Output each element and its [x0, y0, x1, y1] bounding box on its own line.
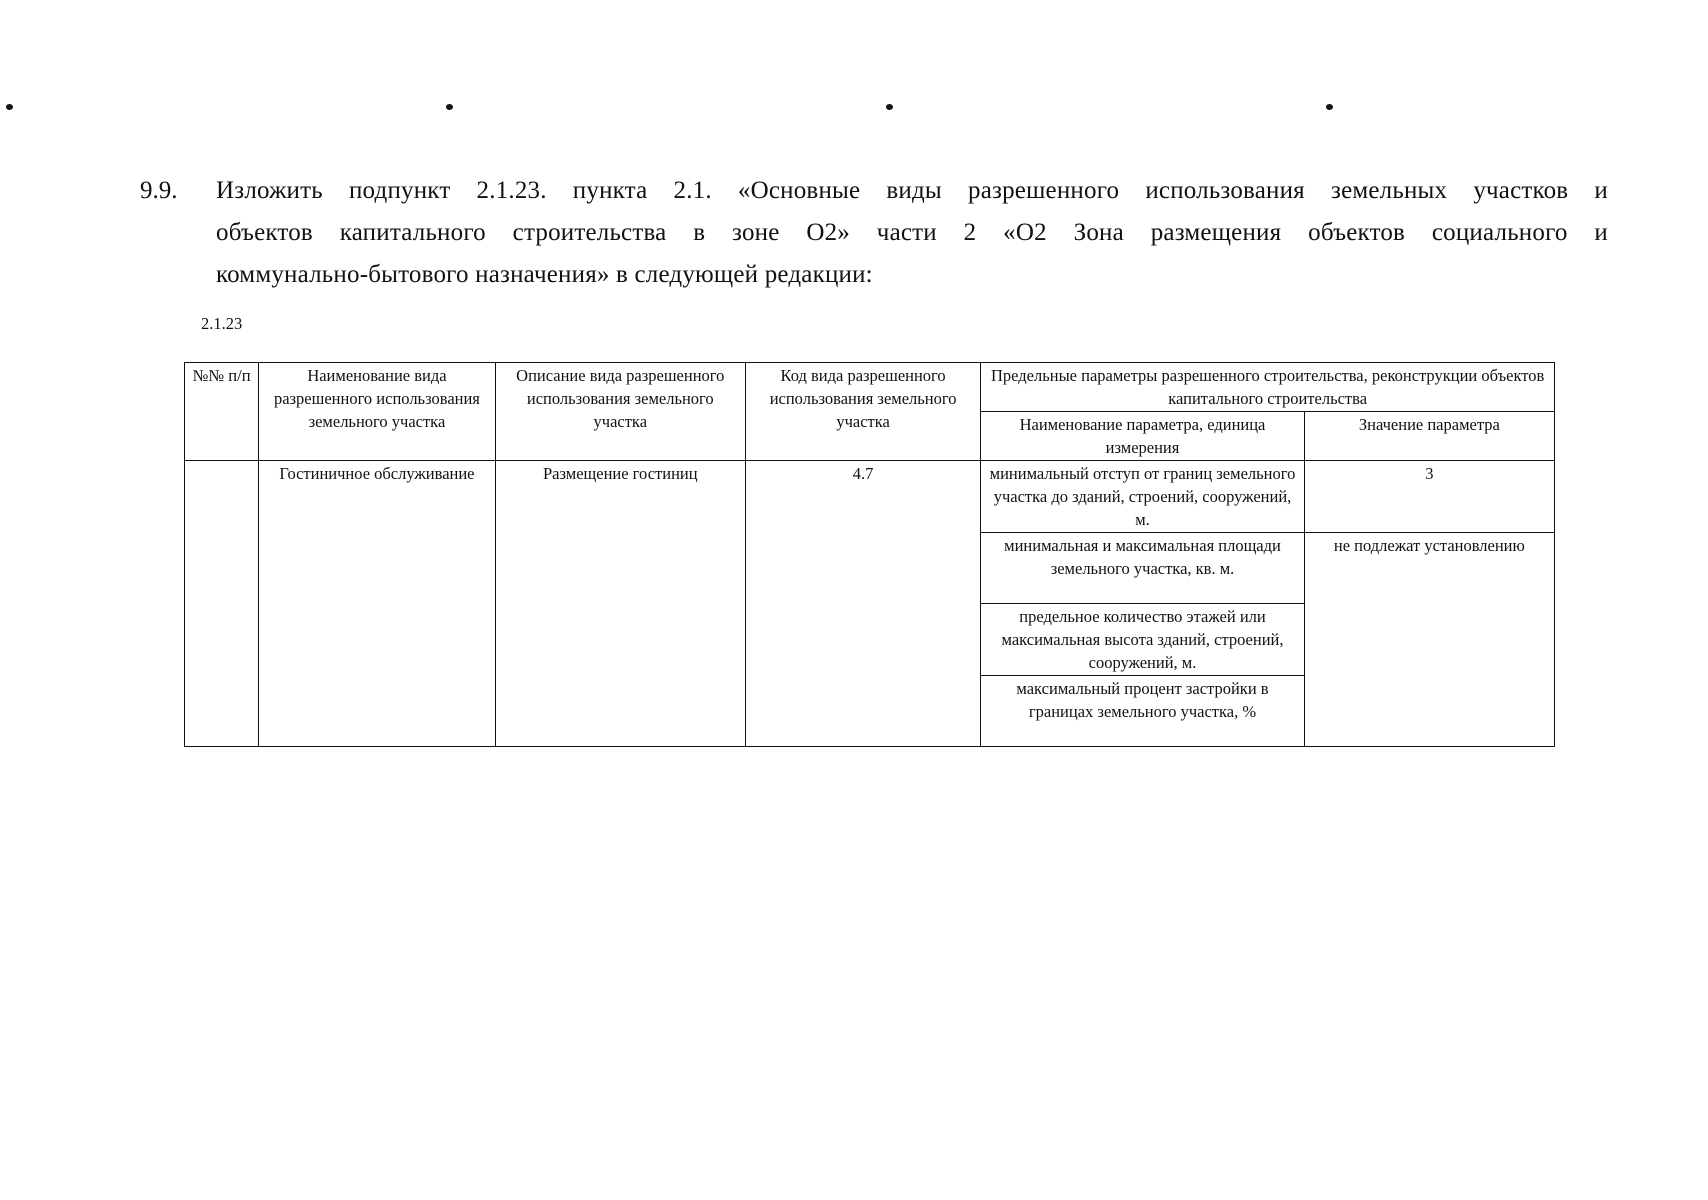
- paragraph-line: коммунально-бытового назначения» в следующей редакции:: [216, 261, 873, 288]
- param-name: предельное количество этажей или максимальная высота зданий, строений, сооружений, м.: [981, 604, 1304, 676]
- paragraph-line: Изложить подпункт 2.1.23. пункта 2.1. «Основные виды разрешенного использования земельных участков и: [216, 177, 1608, 204]
- row-code: 4.7: [745, 461, 980, 747]
- scan-dot: [1326, 104, 1333, 110]
- scan-dot: [446, 104, 453, 110]
- row-name: Гостиничное обслуживание: [259, 461, 495, 747]
- paragraph-line: объектов капитального строительства в зоне О2» части 2 «О2 Зона размещения объектов социального и: [216, 219, 1608, 246]
- paragraph-number: 9.9.: [140, 177, 178, 204]
- header-param-name: Наименование параметра, единица измерения: [981, 412, 1304, 461]
- header-code: Код вида разрешенного использования земельного участка: [745, 363, 980, 461]
- header-param-value: Значение параметра: [1304, 412, 1554, 461]
- table-header-row: [185, 363, 1555, 412]
- header-name: Наименование вида разрешенного использования земельного участка: [259, 363, 495, 461]
- scan-dot: [886, 104, 893, 110]
- paragraph-text: [216, 170, 1608, 296]
- row-description: Размещение гостиниц: [495, 461, 745, 747]
- header-no: №№ п/п: [185, 363, 259, 461]
- param-value: 3: [1304, 461, 1554, 533]
- param-value-shared: не подлежат установлению: [1304, 533, 1554, 747]
- parameters-table: [184, 314, 1555, 747]
- header-description: Описание вида разрешенного использования земельного участка: [495, 363, 745, 461]
- param-name: максимальный процент застройки в границах земельного участка, %: [981, 676, 1304, 747]
- scan-dot: [6, 104, 13, 110]
- table-row: [185, 461, 1555, 533]
- header-limits: Предельные параметры разрешенного строительства, реконструкции объектов капитального строительства: [981, 363, 1555, 412]
- param-name: минимальная и максимальная площади земельного участка, кв. м.: [981, 533, 1304, 604]
- row-no-text: 2.1.23: [200, 314, 243, 333]
- param-name: минимальный отступ от границ земельного участка до зданий, строений, сооружений, м.: [981, 461, 1304, 533]
